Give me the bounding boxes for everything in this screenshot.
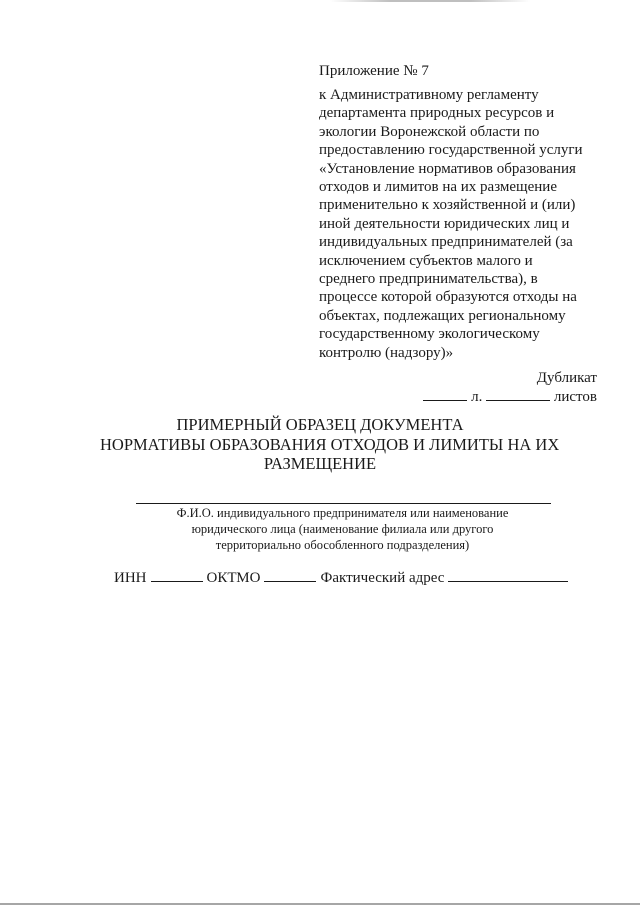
entity-caption-line: территориально обособленного подразделения) [215, 538, 470, 552]
entity-caption-line: юридического лица (наименование филиала или другого [191, 522, 494, 536]
appendix-line: иной деятельности юридических лиц и [319, 215, 570, 232]
appendix-line: к Административному регламенту [319, 87, 539, 103]
document-title-line: РАЗМЕЩЕНИЕ [263, 454, 377, 473]
oktmo-blank [264, 568, 316, 582]
sheet-count-row [423, 387, 597, 406]
inn-blank [151, 568, 203, 582]
requisites-row [114, 568, 568, 587]
entity-caption-line: Ф.И.О. индивидуального предпринимателя или наименование [176, 506, 509, 520]
sheets-word: листов [553, 389, 597, 405]
appendix-line: объектах, подлежащих региональному [319, 307, 566, 324]
appendix-line: экологии Воронежской области по [319, 123, 540, 140]
appendix-line: отходов и лимитов на их размещение [319, 179, 557, 196]
appendix-line: департамента природных ресурсов и [319, 105, 555, 122]
appendix-line: предоставлению государственной услуги [319, 142, 583, 159]
sheet-abbr: л. [471, 389, 483, 405]
appendix-line: процессе которой образуются отходы на [319, 289, 577, 306]
appendix-reference [319, 86, 599, 362]
entity-name-blank [136, 503, 551, 504]
duplicate-label: Дубликат [536, 370, 597, 386]
appendix-line: государственному экологическому [319, 326, 540, 343]
appendix-line: «Установление нормативов образования [319, 160, 576, 177]
appendix-line: контролю (надзору)» [319, 344, 454, 361]
address-label: Фактический адрес [320, 570, 445, 586]
document-title [100, 415, 560, 474]
appendix-line: исключением субъектов малого и [319, 252, 533, 269]
address-blank [448, 568, 568, 582]
document-title-line: НОРМАТИВЫ ОБРАЗОВАНИЯ ОТХОДОВ И ЛИМИТЫ НА ИХ [100, 434, 560, 454]
appendix-line: среднего предпринимательства), в [319, 271, 538, 288]
appendix-title: Приложение № 7 [319, 63, 429, 79]
appendix-line: применительно к хозяйственной и (или) [319, 197, 576, 214]
sheet-number-blank [423, 387, 467, 401]
inn-label: ИНН [114, 570, 147, 586]
oktmo-label: ОКТМО [206, 570, 261, 586]
sheets-total-blank [486, 387, 550, 401]
scan-edge-top [330, 0, 530, 2]
appendix-line: индивидуальных предпринимателей (за [319, 234, 573, 251]
entity-caption [120, 505, 565, 553]
document-title-line: ПРИМЕРНЫЙ ОБРАЗЕЦ ДОКУМЕНТА [176, 415, 464, 434]
